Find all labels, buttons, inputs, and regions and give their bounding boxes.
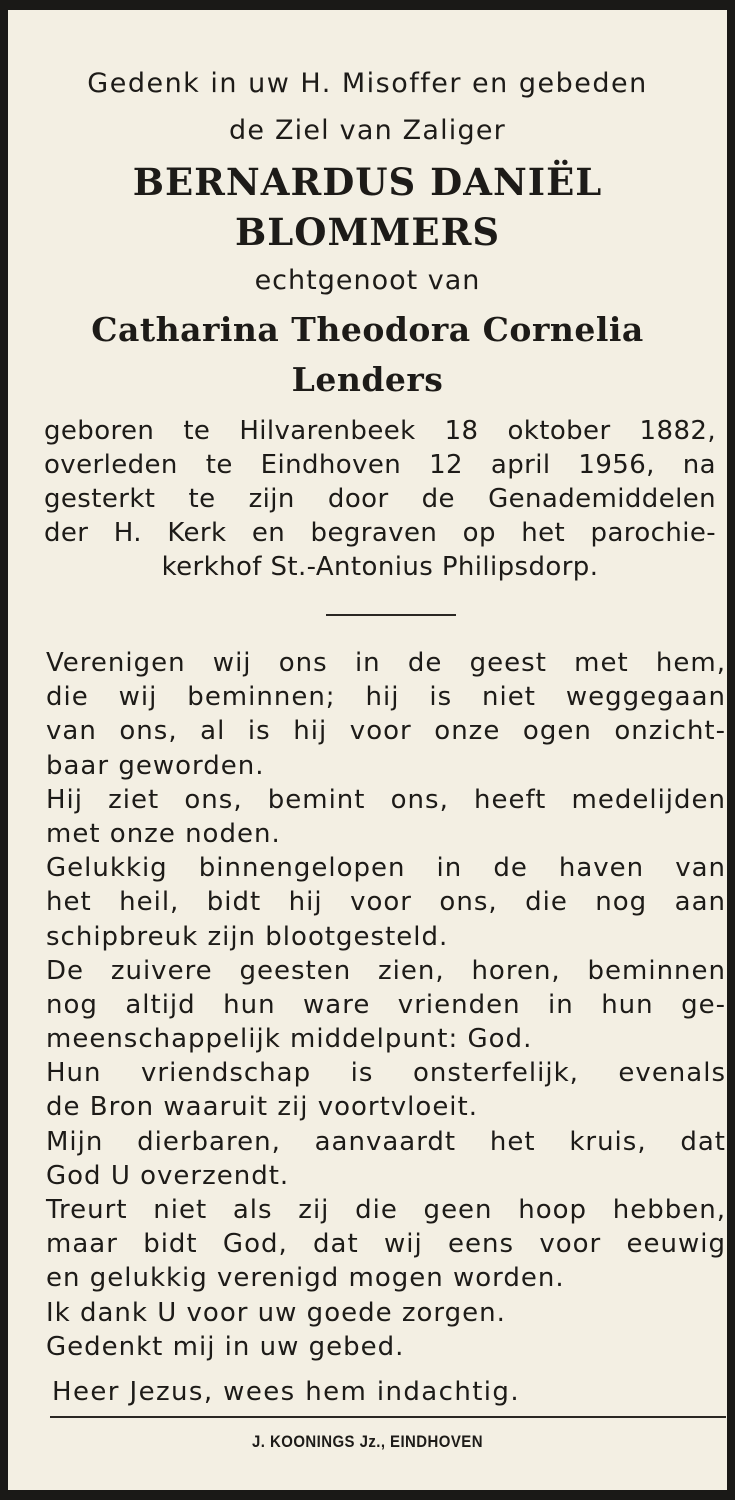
poem-line: Gedenkt mij in uw gebed. [46, 1331, 405, 1362]
poem-line: die wij beminnen; hij is niet weggegaan [46, 682, 726, 713]
printer-credit: J. KOONINGS Jz., EINDHOVEN [252, 1432, 483, 1451]
biography [44, 414, 716, 584]
spouse-intro: echtgenoot van [254, 265, 481, 296]
poem-line: Gelukkig binnengelopen in de haven van [46, 853, 726, 884]
poem-line: nog altijd hun ware vrienden in hun ge- [46, 989, 726, 1020]
poem-line: de Bron waaruit zij voortvloeit. [46, 1092, 478, 1123]
poem-line: van ons, al is hij voor onze ogen onzicht- [46, 716, 726, 747]
poem-line: maar bidt God, dat wij eens voor eeuwig [46, 1229, 726, 1260]
poem-line: God U overzendt. [46, 1160, 290, 1191]
poem [46, 646, 726, 1364]
spouse-name-line-1: Catharina Theodora Cornelia [91, 310, 644, 349]
intro-line-1: Gedenk in uw H. Misoffer en gebeden [87, 68, 648, 99]
poem-line: meenschappelijk middelpunt: God. [46, 1024, 533, 1055]
closing-prayer: Heer Jezus, wees hem indachtig. [52, 1377, 520, 1407]
poem-line: Hun vriendschap is onsterfelijk, evenals [46, 1058, 726, 1089]
footer-divider [50, 1416, 726, 1418]
deceased-name-line-1: BERNARDUS DANIËL [132, 160, 603, 204]
poem-line: Ik dank U voor uw goede zorgen. [46, 1297, 506, 1328]
poem-line: schipbreuk zijn blootgesteld. [46, 921, 449, 952]
biography-line: gesterkt te zijn door de Genademiddelen [44, 484, 716, 514]
poem-line: Verenigen wij ons in de geest met hem, [46, 648, 726, 678]
memorial-card [8, 10, 727, 1490]
intro-line-2: de Ziel van Zaliger [229, 115, 506, 146]
poem-line: Hij ziet ons, bemint ons, heeft medelijden [46, 784, 726, 815]
poem-line: en gelukkig verenigd mogen worden. [46, 1263, 565, 1294]
poem-line: Mijn dierbaren, aanvaardt het kruis, dat [46, 1126, 726, 1157]
deceased-name-line-2: BLOMMERS [234, 210, 501, 254]
biography-line: der H. Kerk en begraven op het parochie- [44, 518, 716, 548]
spouse-name-line-2: Lenders [291, 360, 444, 399]
biography-line: overleden te Eindhoven 12 april 1956, na [44, 450, 716, 480]
poem-line: met onze noden. [46, 818, 281, 849]
section-divider [326, 614, 456, 616]
poem-line: het heil, bidt hij voor ons, die nog aan [46, 887, 726, 918]
poem-line: baar geworden. [46, 750, 265, 781]
biography-line: geboren te Hilvarenbeek 18 oktober 1882, [44, 416, 716, 446]
poem-line: De zuivere geesten zien, horen, beminnen [46, 955, 726, 986]
poem-line: Treurt niet als zij die geen hoop hebben, [46, 1195, 726, 1225]
biography-line: kerkhof St.-Antonius Philipsdorp. [161, 552, 599, 582]
